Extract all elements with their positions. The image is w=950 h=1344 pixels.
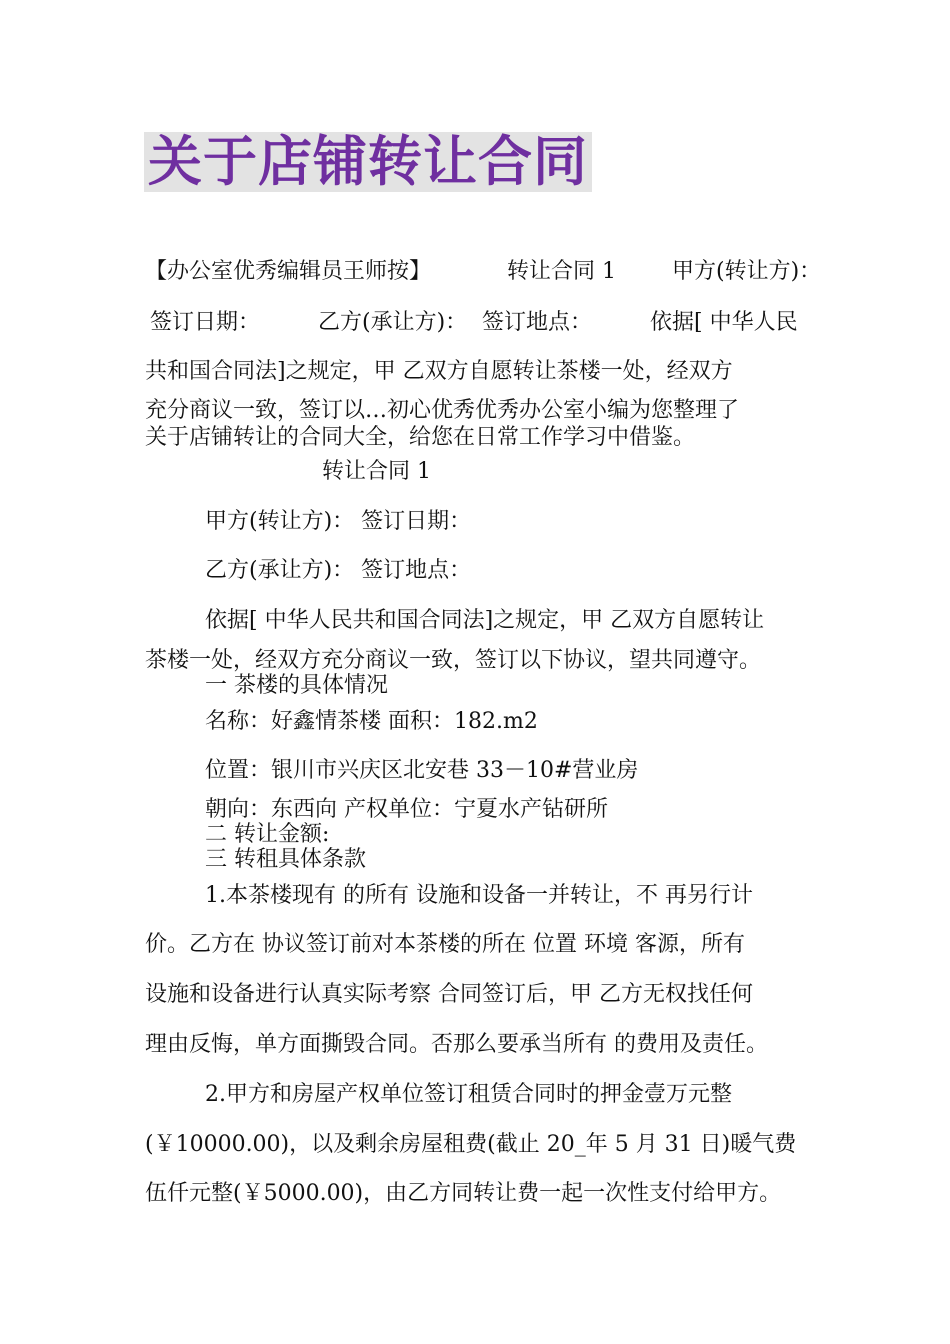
location-line: 位置：银川市兴庆区北安巷 33－10#营业房: [205, 758, 639, 783]
basis-line-2: 茶楼一处，经双方充分商议一致，签订以下协议，望共同遵守。: [145, 648, 762, 673]
party-b-line: 乙方(承让方)： 签订地点：: [205, 558, 472, 583]
sign-date-label: 签订日期：: [150, 310, 261, 335]
contract-number: 转让合同 1: [507, 259, 616, 284]
clause-2-line: 2.甲方和房屋产权单位签订租赁合同时的押金壹万元整: [205, 1082, 732, 1107]
party-a-label: 甲方(转让方)：: [672, 259, 822, 284]
clause-1-line: 价。乙方在 协议签订前对本茶楼的所在 位置 环境 客源，所有: [145, 932, 745, 957]
clause-1-line: 设施和设备进行认真实际考察 合同签订后，甲 乙方无权找任何: [145, 982, 753, 1007]
sign-place-label: 签订地点：: [482, 310, 593, 335]
clause-1-line: 理由反悔，单方面撕毁合同。否那么要承当所有 的费用及责任。: [145, 1032, 768, 1057]
summary-row-3: 共和国合同法]之规定，甲 乙双方自愿转让茶楼一处，经双方: [145, 359, 733, 384]
clause-1-line: 1.本茶楼现有 的所有 设施和设备一并转让，不 再另行计: [205, 883, 753, 908]
section-1-title: 一 茶楼的具体情况: [205, 673, 388, 698]
orientation-line: 朝向：东西向 产权单位：宁夏水产钻研所: [205, 797, 608, 822]
basis-start: 依据[ 中华人民: [650, 310, 798, 335]
basis-line-1: 依据[ 中华人民共和国合同法]之规定，甲 乙双方自愿转让: [205, 608, 765, 633]
clause-2-line: (￥10000.00)，以及剩余房屋租费(截止 20_年 5 月 31 日)暖气费: [145, 1132, 797, 1157]
party-a-line: 甲方(转让方)： 签订日期：: [205, 509, 472, 534]
section-3-title: 三 转租具体条款: [205, 847, 366, 872]
clause-2-line: 伍仟元整(￥5000.00)，由乙方同转让费一起一次性支付给甲方。: [145, 1181, 782, 1206]
summary-row-4: 充分商议一致，签订以…初心优秀优秀办公室小编为您整理了: [145, 398, 740, 423]
section-2-title: 二 转让金额:: [205, 822, 330, 847]
document-title: 关于店铺转让合同: [144, 132, 592, 192]
editor-note: 【办公室优秀编辑员王师按】: [145, 259, 432, 284]
contract-heading: 转让合同 1: [322, 459, 431, 484]
party-b-label: 乙方(承让方)：: [318, 310, 468, 335]
summary-row-5: 关于店铺转让的合同大全，给您在日常工作学习中借鉴。: [145, 425, 696, 450]
name-area-line: 名称：好鑫情茶楼 面积：182.m2: [205, 709, 538, 734]
